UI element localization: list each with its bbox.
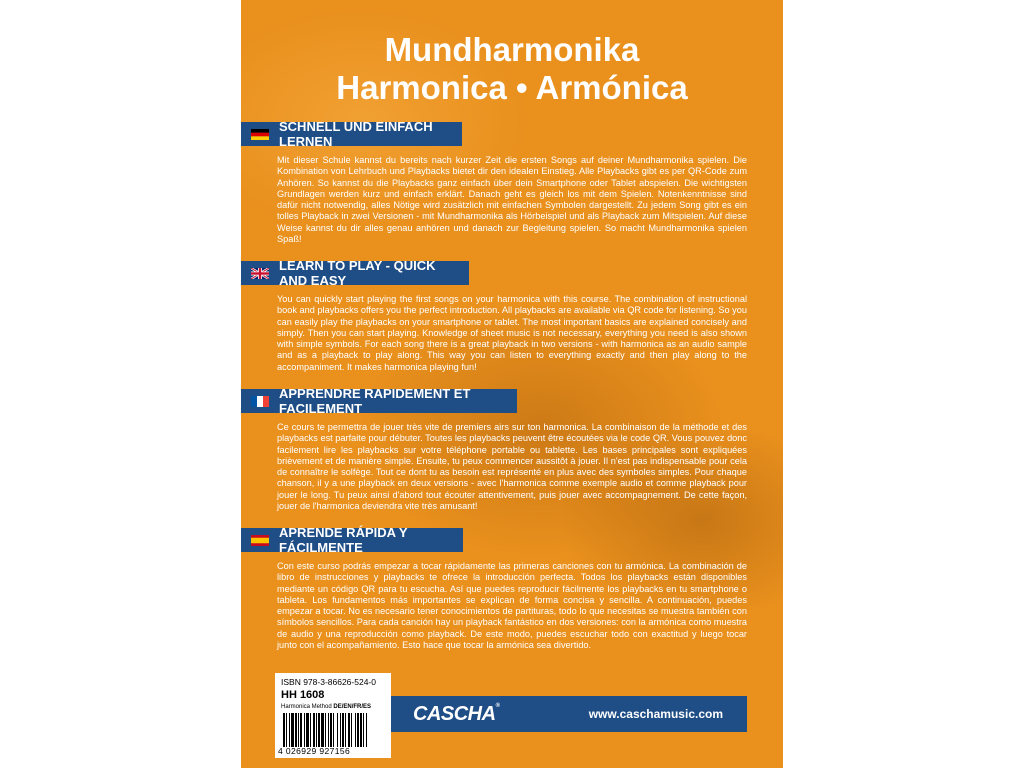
section-banner-french [241, 386, 517, 416]
barcode-bar [351, 713, 352, 747]
barcode-bar [366, 713, 367, 747]
barcode-bar [283, 713, 285, 747]
section-text-french: Ce cours te permettra de jouer très vite de premiers airs sur ton harmonica. La combinaison de la méthode et des playbacks est parfaite pour débuter. Toutes les playbacks peuvent être écoutées via le code QR. Vous pouvez donc facilement lire les playbacks sur votre téléphone portable ou tablette. Les bases principales sont expliquées brièvement et de manière simple. Ensuite, tu peux commencer aussitôt à jouer. Il n'est pas indispensable pour cela de connaître le solfège. Tout ce dont tu as besoin est représenté en plus avec des symboles simples. Pour chaque chanson, il y a une playback en deux versions - avec l'harmonica comme exemple audio et comme playback pour jouer le long. Tu peux ainsi d'abord tout écouter attentivement, puis jouer avec accompagnement. De cette façon, jouer de l'harmonica deviendra vite très amusant! [277, 422, 747, 512]
footer-bar [391, 696, 747, 732]
barcode-label [275, 673, 391, 758]
barcode-bar [330, 713, 332, 747]
method-line [281, 704, 371, 710]
barcode-bar [289, 713, 290, 747]
section-text-english: You can quickly start playing the first songs on your harmonica with this course. The combination of instructional book and playbacks offers you the perfect introduction. All playbacks are available via QR code for listening. So you can easily play the playbacks on your smartphone or tablet. The most important basics are explained concisely and simply. Then you can start playing. Knowledge of sheet music is not necessary, everything you need is also shown with simple symbols. For each song there is a great playback in two versions - with harmonica as an audio sample and as a playback to play along. This way you can listen to everything exactly and then play along to the accompaniment. It makes harmonica playing fun! [277, 294, 747, 372]
barcode-bar [304, 713, 305, 747]
title-german: Mundharmonika [384, 31, 640, 68]
barcode-bar [291, 713, 294, 747]
section-heading: LEARN TO PLAY - QUICK AND EASY [279, 258, 436, 288]
method-prefix: Harmonica Method [281, 704, 334, 710]
website-link[interactable]: www.caschamusic.com [588, 707, 723, 721]
spanish-flag-icon [251, 535, 269, 546]
section-heading: SCHNELL UND EINFACH LERNEN [279, 119, 433, 149]
section-banner-german [241, 119, 462, 149]
barcode-bar [348, 713, 350, 747]
barcode-bar [286, 713, 287, 747]
uk-flag-icon [251, 268, 269, 279]
catalog-code: HH 1608 [281, 689, 325, 701]
barcode-bar [295, 713, 297, 747]
french-flag-icon [251, 396, 269, 407]
barcode-bar [318, 713, 320, 747]
section-heading: APRENDE RÁPIDA Y FÁCILMENTE [279, 525, 408, 555]
book-back-cover [241, 0, 783, 768]
german-flag-icon [251, 129, 269, 140]
barcode-bar [357, 713, 359, 747]
barcode-bar [342, 713, 344, 747]
isbn-number: ISBN 978-3-86626-524-0 [281, 677, 376, 687]
barcode-bar [316, 713, 317, 747]
cascha-logo [413, 703, 499, 726]
barcode-bar [321, 713, 324, 747]
section-banner-spanish [241, 525, 463, 555]
barcode-bar [340, 713, 341, 747]
barcode-bar [333, 713, 334, 747]
section-text-german: Mit dieser Schule kannst du bereits nach kurzer Zeit die ersten Songs auf deiner Mundharmonika spielen. Die Kombination von Lehrbuch und Playbacks bietet dir den idealen Einstieg. Alle Playbacks gibt es per QR-Code zum Anhören. So kannst du die Playbacks ganz einfach über dein Smartphone oder Tablet abspielen. Die wichtigsten Grundlagen werden kurz und einfach erklärt. Danach geht es gleich los mit dem Spielen. Notenkenntnisse sind dafür nicht notwendig, alles Nötige wird zusätzlich mit einfachen Symbolen dargestellt. Zu jedem Song gibt es ein tolles Playback in zwei Versionen - mit Mundharmonika als Hörbeispiel und als Playback zum Mitspielen. Auf diese Weise kannst du dir alles genau anhören und danach zur Begleitung spielen. So macht Mundharmonika spielen Spaß! [277, 155, 747, 245]
barcode-bar [310, 713, 311, 747]
section-heading: APPRENDRE RAPIDEMENT ET FACILEMENT [279, 386, 471, 416]
logo-text: CASCHA [413, 703, 496, 725]
barcode-number: 4 026929 927156 [278, 746, 351, 756]
barcode-icon [283, 713, 385, 747]
method-languages: DE/EN/FR/ES [333, 704, 372, 710]
barcode-bar [337, 713, 338, 747]
barcode-bar [328, 713, 329, 747]
barcode-bar [300, 713, 302, 747]
barcode-bar [313, 713, 315, 747]
section-text-spanish: Con este curso podrás empezar a tocar rápidamente las primeras canciones con tu armónica. La combinación de libro de instrucciones y playbacks te ofrece la introducción perfecta. Todos los playbacks están disponibles mediante un código QR para tu escucha. Así que puedes reproducir fácilmente los playbacks en tu smartphone o tableta. Los fundamentos más importantes se explican de forma concisa y sencilla. A continuación, puedes empezar a tocar. No es necesario tener conocimientos de partituras, todo lo que necesitas se muestra también con símbolos sencillos. Para cada canción hay un playback fantástico en dos versiones: con la armónica como muestra de audio y una reproducción como playback. De este modo, puedes escuchar todo con exactitud y luego tocar junto con el acompañamiento. Esto hace que tocar la armónica sea divertido. [277, 561, 747, 651]
barcode-bar [306, 713, 309, 747]
registered-mark: ® [495, 703, 500, 709]
barcode-bar [363, 713, 364, 747]
barcode-bar [325, 713, 326, 747]
barcode-bar [355, 713, 356, 747]
title-english-spanish: Harmonica • Armónica [336, 69, 688, 106]
barcode-bar [298, 713, 299, 747]
barcode-bar [360, 713, 362, 747]
section-banner-english [241, 258, 469, 288]
barcode-bar [345, 713, 346, 747]
